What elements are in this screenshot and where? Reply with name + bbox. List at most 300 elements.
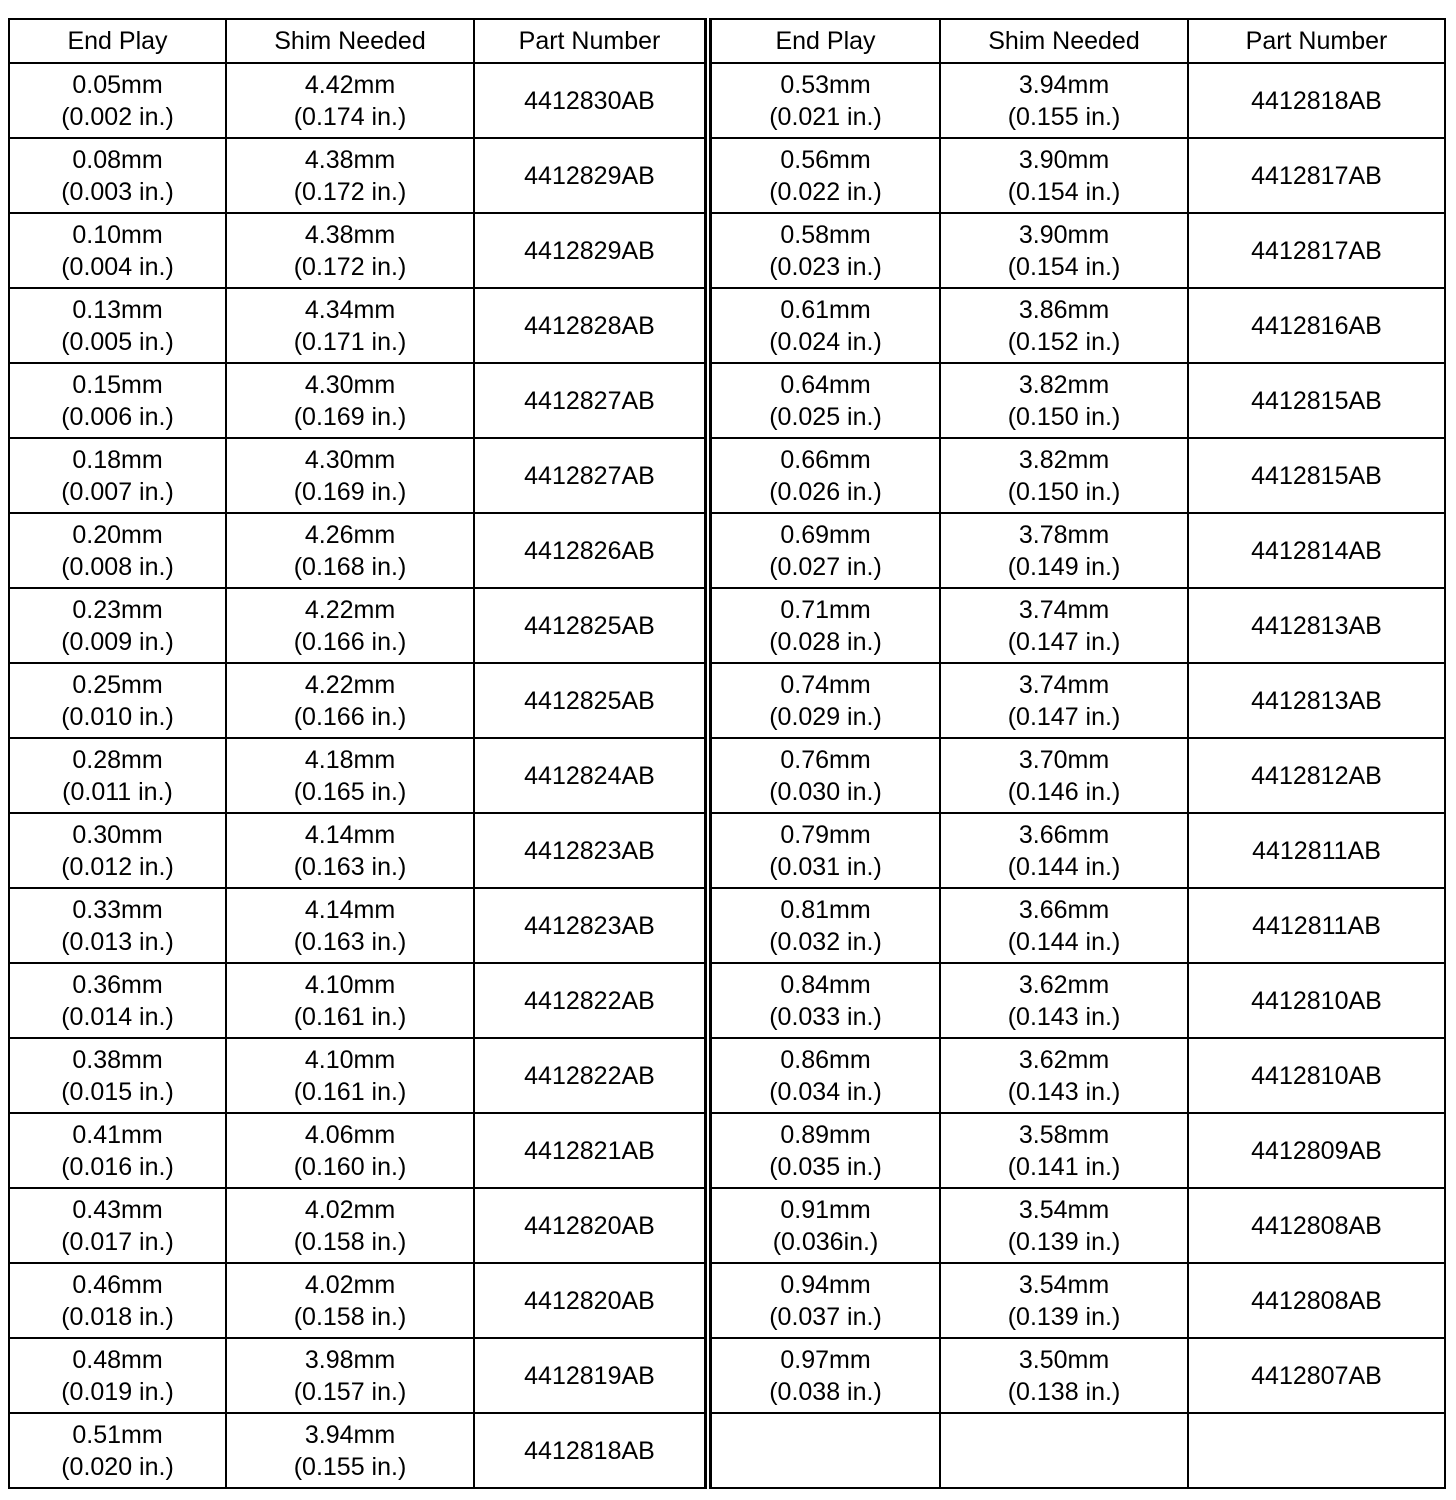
end-play-cell-left xyxy=(9,1113,226,1188)
end-play-cell-left xyxy=(9,1263,226,1338)
end-play-in: (0.027 in.) xyxy=(769,552,882,581)
part-number-cell-left xyxy=(474,1338,708,1413)
part-number: 4412809AB xyxy=(1251,1136,1382,1165)
shim-mm: 3.66mm xyxy=(1018,820,1110,849)
header-row xyxy=(9,19,1445,63)
end-play-cell-right xyxy=(708,513,940,588)
shim-mm: 4.10mm xyxy=(304,970,396,999)
end-play-cell-right xyxy=(708,288,940,363)
shim-needed-cell-right xyxy=(940,1038,1188,1113)
end-play-cell-left xyxy=(9,1188,226,1263)
end-play-in: (0.022 in.) xyxy=(769,177,882,206)
shim-needed-cell-right xyxy=(940,813,1188,888)
table-row xyxy=(9,213,1445,288)
shim-in: (0.154 in.) xyxy=(1007,252,1121,281)
part-number: 4412826AB xyxy=(524,536,655,565)
shim-in: (0.146 in.) xyxy=(1007,777,1121,806)
part-number-cell-right xyxy=(1188,1188,1445,1263)
shim-in: (0.163 in.) xyxy=(293,852,407,881)
end-play-mm: 0.91mm xyxy=(780,1195,871,1224)
part-number-cell-left xyxy=(474,1113,708,1188)
table-row xyxy=(9,63,1445,138)
shim-mm: 3.82mm xyxy=(1018,445,1110,474)
part-number: 4412828AB xyxy=(524,311,655,340)
end-play-mm: 0.66mm xyxy=(780,445,871,474)
shim-in: (0.161 in.) xyxy=(293,1077,407,1106)
shim-in: (0.143 in.) xyxy=(1007,1077,1121,1106)
shim-needed-cell-right xyxy=(940,438,1188,513)
end-play-cell-left xyxy=(9,738,226,813)
end-play-mm: 0.33mm xyxy=(72,895,163,924)
end-play-in: (0.010 in.) xyxy=(61,702,174,731)
end-play-in: (0.020 in.) xyxy=(61,1452,174,1481)
shim-in: (0.172 in.) xyxy=(293,252,407,281)
end-play-in: (0.006 in.) xyxy=(61,402,174,431)
shim-in: (0.174 in.) xyxy=(293,102,407,131)
end-play-cell-right xyxy=(708,363,940,438)
table-row xyxy=(9,363,1445,438)
part-number-cell-left xyxy=(474,63,708,138)
shim-in: (0.150 in.) xyxy=(1007,477,1121,506)
shim-in: (0.158 in.) xyxy=(293,1227,407,1256)
part-number-cell-right xyxy=(1188,1038,1445,1113)
end-play-mm: 0.86mm xyxy=(780,1045,871,1074)
end-play-mm: 0.71mm xyxy=(780,595,871,624)
part-number: 4412807AB xyxy=(1251,1361,1382,1390)
shim-mm: 3.94mm xyxy=(304,1420,396,1449)
end-play-mm: 0.15mm xyxy=(72,370,163,399)
shim-in: (0.155 in.) xyxy=(1007,102,1121,131)
shim-needed-cell-left xyxy=(226,588,474,663)
end-play-mm: 0.74mm xyxy=(780,670,871,699)
shim-in: (0.138 in.) xyxy=(1007,1377,1121,1406)
shim-mm: 4.06mm xyxy=(304,1120,396,1149)
part-number-cell-left xyxy=(474,213,708,288)
part-number-cell-left xyxy=(474,438,708,513)
shim-in: (0.171 in.) xyxy=(293,327,407,356)
shim-mm: 3.62mm xyxy=(1018,1045,1110,1074)
shim-needed-cell-right xyxy=(940,963,1188,1038)
end-play-cell-left xyxy=(9,513,226,588)
shim-needed-cell-right xyxy=(940,1263,1188,1338)
end-play-in: (0.014 in.) xyxy=(61,1002,174,1031)
header-shim-needed-right: Shim Needed xyxy=(940,19,1188,63)
part-number: 4412825AB xyxy=(524,611,655,640)
part-number-cell-left xyxy=(474,513,708,588)
end-play-cell-right xyxy=(708,1413,940,1488)
shim-needed-cell-left xyxy=(226,1038,474,1113)
end-play-mm: 0.30mm xyxy=(72,820,163,849)
table-row xyxy=(9,1413,1445,1488)
shim-in: (0.168 in.) xyxy=(293,552,407,581)
shim-mm: 4.14mm xyxy=(304,895,396,924)
shim-in: (0.149 in.) xyxy=(1007,552,1121,581)
end-play-mm: 0.51mm xyxy=(72,1420,163,1449)
table-row xyxy=(9,1113,1445,1188)
shim-mm: 3.62mm xyxy=(1018,970,1110,999)
shim-mm: 3.66mm xyxy=(1018,895,1110,924)
end-play-cell-left xyxy=(9,288,226,363)
end-play-cell-right xyxy=(708,138,940,213)
part-number: 4412810AB xyxy=(1251,1061,1382,1090)
end-play-in: (0.005 in.) xyxy=(61,327,174,356)
shim-needed-cell-right xyxy=(940,1338,1188,1413)
part-number: 4412824AB xyxy=(524,761,655,790)
shim-needed-cell-right xyxy=(940,888,1188,963)
end-play-mm: 0.53mm xyxy=(780,70,871,99)
table-row xyxy=(9,663,1445,738)
end-play-cell-right xyxy=(708,738,940,813)
shim-mm: 3.58mm xyxy=(1018,1120,1110,1149)
end-play-cell-right xyxy=(708,888,940,963)
end-play-in: (0.009 in.) xyxy=(61,627,174,656)
end-play-in: (0.037 in.) xyxy=(769,1302,882,1331)
end-play-in: (0.019 in.) xyxy=(61,1377,174,1406)
shim-needed-cell-right xyxy=(940,138,1188,213)
shim-selection-table xyxy=(8,18,1446,1489)
end-play-mm: 0.48mm xyxy=(72,1345,163,1374)
shim-needed-cell-right xyxy=(940,588,1188,663)
end-play-mm: 0.81mm xyxy=(780,895,871,924)
part-number-cell-right xyxy=(1188,1413,1445,1488)
table-row xyxy=(9,1338,1445,1413)
header-shim-needed-left: Shim Needed xyxy=(226,19,474,63)
header-part-number-right: Part Number xyxy=(1188,19,1445,63)
end-play-mm: 0.69mm xyxy=(780,520,871,549)
part-number-cell-right xyxy=(1188,1263,1445,1338)
end-play-mm: 0.89mm xyxy=(780,1120,871,1149)
shim-mm: 3.70mm xyxy=(1018,745,1110,774)
shim-in: (0.152 in.) xyxy=(1007,327,1121,356)
shim-mm: 3.82mm xyxy=(1018,370,1110,399)
end-play-in: (0.034 in.) xyxy=(769,1077,882,1106)
part-number: 4412813AB xyxy=(1251,611,1382,640)
part-number-cell-left xyxy=(474,1038,708,1113)
part-number: 4412811AB xyxy=(1252,836,1381,865)
end-play-in: (0.007 in.) xyxy=(61,477,174,506)
shim-mm: 3.54mm xyxy=(1018,1270,1110,1299)
shim-in: (0.157 in.) xyxy=(293,1377,407,1406)
end-play-in: (0.029 in.) xyxy=(769,702,882,731)
shim-mm: 3.74mm xyxy=(1018,595,1110,624)
part-number: 4412820AB xyxy=(524,1286,655,1315)
shim-mm: 4.10mm xyxy=(304,1045,396,1074)
part-number-cell-right xyxy=(1188,888,1445,963)
part-number-cell-right xyxy=(1188,813,1445,888)
part-number-cell-left xyxy=(474,1413,708,1488)
shim-mm: 4.42mm xyxy=(304,70,396,99)
table-row xyxy=(9,813,1445,888)
shim-needed-cell-left xyxy=(226,1188,474,1263)
shim-needed-cell-right xyxy=(940,738,1188,813)
part-number: 4412825AB xyxy=(524,686,655,715)
part-number-cell-left xyxy=(474,1188,708,1263)
shim-in: (0.144 in.) xyxy=(1007,852,1121,881)
header-part-number-left: Part Number xyxy=(474,19,708,63)
part-number-cell-left xyxy=(474,1263,708,1338)
part-number: 4412821AB xyxy=(524,1136,655,1165)
end-play-cell-left xyxy=(9,438,226,513)
shim-needed-cell-left xyxy=(226,63,474,138)
shim-needed-cell-right xyxy=(940,1113,1188,1188)
part-number-cell-left xyxy=(474,288,708,363)
shim-in: (0.143 in.) xyxy=(1007,1002,1121,1031)
end-play-cell-right xyxy=(708,1113,940,1188)
end-play-cell-right xyxy=(708,813,940,888)
part-number-cell-left xyxy=(474,813,708,888)
end-play-cell-left xyxy=(9,1038,226,1113)
shim-mm: 4.02mm xyxy=(304,1270,396,1299)
shim-mm: 3.94mm xyxy=(1018,70,1110,99)
table-row xyxy=(9,1038,1445,1113)
table-row xyxy=(9,588,1445,663)
end-play-cell-left xyxy=(9,813,226,888)
end-play-in: (0.031 in.) xyxy=(769,852,882,881)
shim-needed-cell-left xyxy=(226,1263,474,1338)
part-number: 4412808AB xyxy=(1251,1286,1382,1315)
part-number-cell-right xyxy=(1188,588,1445,663)
part-number: 4412822AB xyxy=(524,986,655,1015)
end-play-mm: 0.76mm xyxy=(780,745,871,774)
part-number: 4412816AB xyxy=(1251,311,1382,340)
end-play-cell-right xyxy=(708,438,940,513)
shim-mm: 4.30mm xyxy=(304,370,396,399)
end-play-cell-left xyxy=(9,63,226,138)
shim-in: (0.160 in.) xyxy=(293,1152,407,1181)
end-play-in: (0.008 in.) xyxy=(61,552,174,581)
shim-needed-cell-left xyxy=(226,663,474,738)
shim-mm: 3.54mm xyxy=(1018,1195,1110,1224)
shim-needed-cell-left xyxy=(226,738,474,813)
end-play-in: (0.025 in.) xyxy=(769,402,882,431)
shim-mm: 4.18mm xyxy=(304,745,396,774)
shim-needed-cell-left xyxy=(226,513,474,588)
end-play-cell-right xyxy=(708,1188,940,1263)
shim-in: (0.158 in.) xyxy=(293,1302,407,1331)
end-play-mm: 0.05mm xyxy=(72,70,163,99)
table-row xyxy=(9,138,1445,213)
shim-in: (0.169 in.) xyxy=(293,402,407,431)
end-play-cell-left xyxy=(9,363,226,438)
end-play-cell-left xyxy=(9,1338,226,1413)
shim-needed-cell-left xyxy=(226,288,474,363)
end-play-in: (0.018 in.) xyxy=(61,1302,174,1331)
part-number: 4412827AB xyxy=(524,386,655,415)
shim-in: (0.141 in.) xyxy=(1007,1152,1121,1181)
end-play-in: (0.026 in.) xyxy=(769,477,882,506)
end-play-in: (0.035 in.) xyxy=(769,1152,882,1181)
shim-in: (0.139 in.) xyxy=(1007,1227,1121,1256)
shim-needed-cell-left xyxy=(226,213,474,288)
table-row xyxy=(9,288,1445,363)
part-number-cell-right xyxy=(1188,1338,1445,1413)
part-number: 4412818AB xyxy=(524,1436,655,1465)
shim-mm: 3.78mm xyxy=(1018,520,1110,549)
part-number-cell-right xyxy=(1188,363,1445,438)
table-row xyxy=(9,888,1445,963)
end-play-cell-right xyxy=(708,1338,940,1413)
end-play-in: (0.028 in.) xyxy=(769,627,882,656)
end-play-in: (0.033 in.) xyxy=(769,1002,882,1031)
part-number-cell-right xyxy=(1188,663,1445,738)
table-row xyxy=(9,738,1445,813)
table-row xyxy=(9,1188,1445,1263)
shim-mm: 4.14mm xyxy=(304,820,396,849)
part-number: 4412822AB xyxy=(524,1061,655,1090)
part-number: 4412829AB xyxy=(524,161,655,190)
end-play-in: (0.038 in.) xyxy=(769,1377,882,1406)
part-number: 4412817AB xyxy=(1251,161,1382,190)
part-number-cell-right xyxy=(1188,738,1445,813)
shim-in: (0.150 in.) xyxy=(1007,402,1121,431)
end-play-mm: 0.08mm xyxy=(72,145,163,174)
part-number: 4412820AB xyxy=(524,1211,655,1240)
shim-in: (0.166 in.) xyxy=(293,702,407,731)
end-play-in: (0.032 in.) xyxy=(769,927,882,956)
shim-in: (0.144 in.) xyxy=(1007,927,1121,956)
end-play-in: (0.003 in.) xyxy=(61,177,174,206)
part-number: 4412830AB xyxy=(524,86,655,115)
shim-in: (0.169 in.) xyxy=(293,477,407,506)
part-number-cell-right xyxy=(1188,438,1445,513)
end-play-in: (0.015 in.) xyxy=(61,1077,174,1106)
part-number: 4412808AB xyxy=(1251,1211,1382,1240)
end-play-mm: 0.64mm xyxy=(780,370,871,399)
end-play-cell-right xyxy=(708,213,940,288)
end-play-mm: 0.56mm xyxy=(780,145,871,174)
shim-in: (0.163 in.) xyxy=(293,927,407,956)
shim-needed-cell-left xyxy=(226,888,474,963)
end-play-mm: 0.43mm xyxy=(72,1195,163,1224)
part-number-cell-left xyxy=(474,588,708,663)
part-number: 4412815AB xyxy=(1251,386,1382,415)
part-number: 4412810AB xyxy=(1251,986,1382,1015)
end-play-in: (0.024 in.) xyxy=(769,327,882,356)
end-play-mm: 0.41mm xyxy=(72,1120,163,1149)
table-row xyxy=(9,438,1445,513)
shim-in: (0.172 in.) xyxy=(293,177,407,206)
shim-mm: 4.30mm xyxy=(304,445,396,474)
part-number-cell-left xyxy=(474,963,708,1038)
shim-needed-cell-left xyxy=(226,963,474,1038)
part-number-cell-right xyxy=(1188,963,1445,1038)
shim-needed-cell-right xyxy=(940,1188,1188,1263)
shim-mm: 3.90mm xyxy=(1018,145,1110,174)
shim-in: (0.166 in.) xyxy=(293,627,407,656)
end-play-cell-right xyxy=(708,963,940,1038)
table-row xyxy=(9,1263,1445,1338)
shim-mm: 4.34mm xyxy=(304,295,396,324)
shim-in: (0.154 in.) xyxy=(1007,177,1121,206)
end-play-mm: 0.20mm xyxy=(72,520,163,549)
table-body xyxy=(9,63,1445,1488)
part-number-cell-right xyxy=(1188,1113,1445,1188)
shim-in: (0.139 in.) xyxy=(1007,1302,1121,1331)
end-play-in: (0.030 in.) xyxy=(769,777,882,806)
end-play-cell-left xyxy=(9,138,226,213)
part-number: 4412823AB xyxy=(524,836,655,865)
shim-needed-cell-right xyxy=(940,213,1188,288)
table-row xyxy=(9,963,1445,1038)
shim-needed-cell-left xyxy=(226,138,474,213)
part-number: 4412818AB xyxy=(1251,86,1382,115)
shim-in: (0.161 in.) xyxy=(293,1002,407,1031)
shim-needed-cell-right xyxy=(940,63,1188,138)
shim-needed-cell-right xyxy=(940,513,1188,588)
shim-needed-cell-left xyxy=(226,1338,474,1413)
end-play-in: (0.012 in.) xyxy=(61,852,174,881)
part-number: 4412823AB xyxy=(524,911,655,940)
end-play-in: (0.013 in.) xyxy=(61,927,174,956)
shim-mm: 4.22mm xyxy=(304,670,396,699)
end-play-cell-right xyxy=(708,1263,940,1338)
shim-in: (0.155 in.) xyxy=(293,1452,407,1481)
end-play-mm: 0.28mm xyxy=(72,745,163,774)
end-play-cell-left xyxy=(9,963,226,1038)
end-play-cell-right xyxy=(708,63,940,138)
end-play-cell-left xyxy=(9,663,226,738)
shim-in: (0.165 in.) xyxy=(293,777,407,806)
part-number-cell-left xyxy=(474,663,708,738)
shim-mm: 3.50mm xyxy=(1018,1345,1110,1374)
end-play-mm: 0.38mm xyxy=(72,1045,163,1074)
part-number: 4412811AB xyxy=(1252,911,1381,940)
part-number-cell-right xyxy=(1188,63,1445,138)
end-play-mm: 0.23mm xyxy=(72,595,163,624)
header-end-play-left: End Play xyxy=(9,19,226,63)
table-row xyxy=(9,513,1445,588)
end-play-in: (0.004 in.) xyxy=(61,252,174,281)
shim-mm: 4.38mm xyxy=(304,220,396,249)
end-play-mm: 0.84mm xyxy=(780,970,871,999)
shim-needed-cell-left xyxy=(226,363,474,438)
shim-needed-cell-left xyxy=(226,813,474,888)
part-number-cell-right xyxy=(1188,138,1445,213)
end-play-mm: 0.58mm xyxy=(780,220,871,249)
shim-mm: 3.74mm xyxy=(1018,670,1110,699)
part-number: 4412814AB xyxy=(1251,536,1382,565)
shim-in: (0.147 in.) xyxy=(1007,702,1121,731)
end-play-mm: 0.13mm xyxy=(72,295,163,324)
part-number: 4412815AB xyxy=(1251,461,1382,490)
end-play-in: (0.011 in.) xyxy=(62,777,173,806)
shim-needed-cell-right xyxy=(940,1413,1188,1488)
part-number-cell-right xyxy=(1188,213,1445,288)
part-number-cell-right xyxy=(1188,288,1445,363)
shim-needed-cell-right xyxy=(940,288,1188,363)
shim-mm: 3.90mm xyxy=(1018,220,1110,249)
shim-in: (0.147 in.) xyxy=(1007,627,1121,656)
end-play-mm: 0.79mm xyxy=(780,820,871,849)
end-play-cell-left xyxy=(9,588,226,663)
shim-needed-cell-right xyxy=(940,363,1188,438)
part-number-cell-left xyxy=(474,138,708,213)
end-play-in: (0.036in.) xyxy=(772,1227,879,1256)
part-number-cell-left xyxy=(474,738,708,813)
shim-needed-cell-left xyxy=(226,1413,474,1488)
shim-mm: 3.98mm xyxy=(304,1345,396,1374)
end-play-mm: 0.36mm xyxy=(72,970,163,999)
end-play-cell-left xyxy=(9,213,226,288)
shim-mm: 4.38mm xyxy=(304,145,396,174)
shim-mm: 4.22mm xyxy=(304,595,396,624)
end-play-mm: 0.46mm xyxy=(72,1270,163,1299)
end-play-mm: 0.97mm xyxy=(780,1345,871,1374)
end-play-cell-right xyxy=(708,663,940,738)
part-number: 4412817AB xyxy=(1251,236,1382,265)
end-play-mm: 0.94mm xyxy=(780,1270,871,1299)
end-play-in: (0.023 in.) xyxy=(769,252,882,281)
